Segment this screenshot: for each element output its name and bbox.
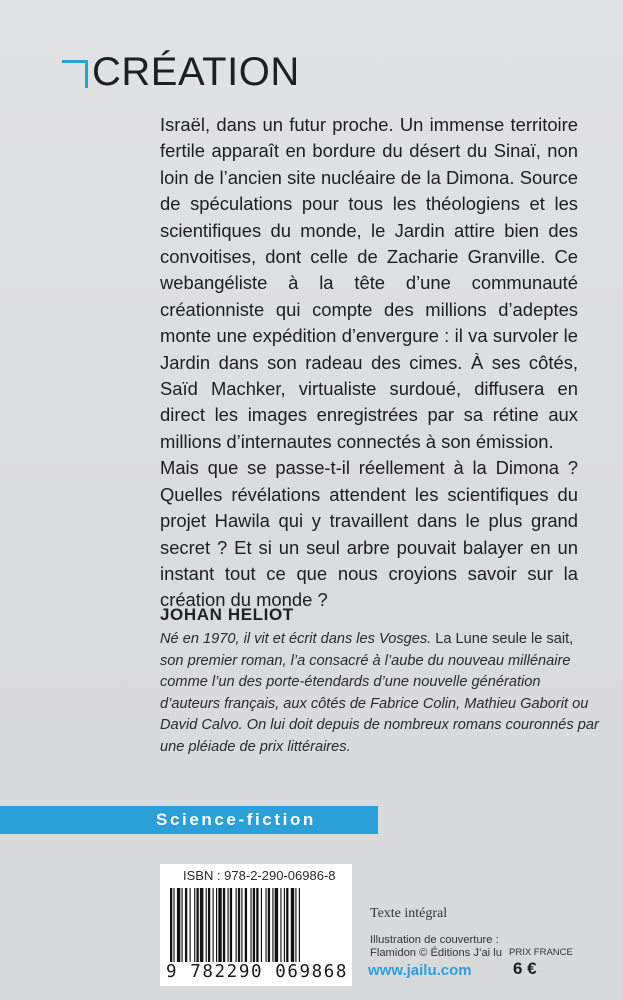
genre-label: Science-fiction xyxy=(156,810,316,829)
author-bio-part-3: son premier roman, l’a consacré à l’aube du nouveau millénaire comme l’un des porte-étendards d’une nouvelle génération d’auteurs français, aux côtés de Fabrice Colin, Mathieu Gaborit ou David Calvo. On lui doit depuis de nombreux romans couronnés par une pléiade de prix littéraires. xyxy=(160,652,599,755)
author-section xyxy=(160,605,600,759)
price-label: PRIX FRANCE xyxy=(509,947,573,958)
illustration-credit-line-2: Flamidon © Éditions J’ai lu xyxy=(370,947,502,959)
blurb-paragraph-1: Israël, dans un futur proche. Un immense territoire fertile apparaît en bordure du désert du Sinaï, non loin de l’ancien site nucléaire de la Dimona. Source de spéculations pour tous les théologiens et les scientifiques du monde, le Jardin attire bien des convoitises, dont celle de Zacharie Granville. Ce webangéliste à la tête d’une communauté créationniste qui compte des millions d’adeptes monte une expédition d’envergure : il va survoler le Jardin dans son radeau des cimes. À ses côtés, Saïd Machker, virtualiste surdoué, diffusera en direct les images enregistrées par sa rétine aux millions d’internautes connectés à son émission. xyxy=(160,114,578,452)
isbn: ISBN : 978-2-290-06986-8 xyxy=(183,868,336,883)
texte-integral-label: Texte intégral xyxy=(370,906,448,921)
illustration-credit xyxy=(370,934,502,960)
blurb-paragraph-2: Mais que se passe-t-il réellement à la Dimona ? Quelles révélations attendent les scientifiques du projet Hawila qui y travaillent dans le plus grand secret ? Et si un seul arbre pouvait balayer en un instant tout ce que nous croyions savoir sur la création du monde ? xyxy=(160,457,578,611)
author-name: JOHAN HELIOT xyxy=(160,605,294,624)
price: 6 € xyxy=(513,959,537,978)
blurb xyxy=(160,112,578,614)
series-title: CRÉATION xyxy=(92,50,300,94)
author-bio-part-1: Né en 1970, il vit et écrit dans les Vosges. xyxy=(160,631,432,647)
corner-bracket-icon xyxy=(62,60,88,90)
barcode-digits: 9 782290 069868 xyxy=(166,962,349,982)
author-bio xyxy=(160,629,600,759)
author-bio-part-2: La Lune seule le sait, xyxy=(431,631,574,647)
barcode-image xyxy=(168,888,346,962)
publisher-url[interactable]: www.jailu.com xyxy=(368,962,472,979)
illustration-credit-line-1: Illustration de couverture : xyxy=(370,934,499,946)
